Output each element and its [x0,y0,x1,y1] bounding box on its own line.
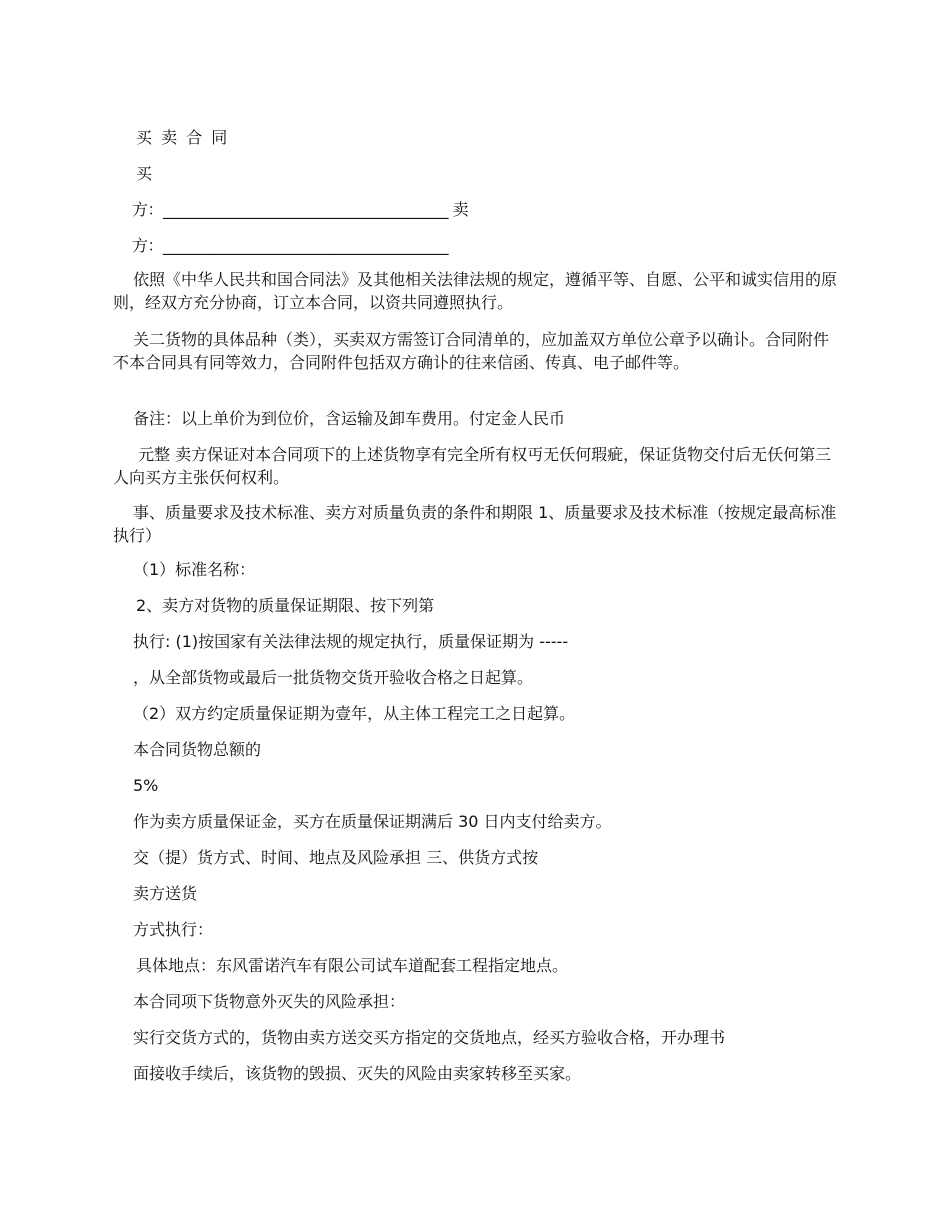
line-percentage: 5% [133,776,159,795]
paragraph-quality [113,501,843,547]
line-warranty-period: 2、卖方对货物的质量保证期限、按下列第 [136,596,435,615]
paragraph-goods-variety-text: 关二货物的具体品种（类），买卖双方需签订合同清单的，应加盖双方单位公章予以确讣。合同附件不本合同具有同等效力，合同附件包括双方确讣的往来信函、传真、电子邮件等。 [113,330,830,372]
line-delivery-method: 交（提）货方式、时间、地点及风险承担 三、供货方式按 [133,848,539,867]
paragraph-goods-variety [113,328,843,374]
line-method-execute: 方式执行： [133,920,214,939]
buyer-line: 方：______________________________________ 卖 [132,200,469,219]
paragraph-basis-text: 依照《中华人民共和国合同法》及其他相关法律法规的规定，遵循平等、自愿、公平和诚实信用的原则，经双方充分协商，订立本合同，以资共同遵照执行。 [113,270,838,312]
line-execute-law: 执行: (1)按国家有关法律法规的规定执行，质量保证期为 ----- [133,632,569,651]
seller-line: 方：______________________________________ [132,236,449,255]
paragraph-quality-text: 事、质量要求及技术标准、卖方对质量负责的条件和期限 1、质量要求及技术标准（按规定最高标准执行） [113,503,837,545]
line-from-delivery: ，从全部货物或最后一批货物交货开验收合格之日起算。 [133,668,534,687]
paragraph-remark-text: 备注：以上单价为到位价，含运输及卸车费用。付定金人民币 [133,409,566,428]
paragraph-remark [113,407,843,430]
contract-title: 买 卖 合 同 [136,128,230,147]
paragraph-basis [113,268,843,314]
buyer-label-char: 买 [136,164,153,183]
line-seller-delivery: 卖方送货 [133,884,198,903]
line-delivery-acceptance: 实行交货方式的，货物由卖方送交买方指定的交货地点，经买方验收合格，开办理书 [133,1028,726,1047]
line-retention: 作为卖方质量保证金，买方在质量保证期满后 30 日内支付给卖方。 [133,812,612,831]
line-risk-transfer: 面接收手续后，该货物的毁损、灭失的风险由卖家转移至买家。 [133,1064,582,1083]
line-location: 具体地点：东风雷诺汽车有限公司试车道配套工程指定地点。 [136,956,569,975]
line-standard-name: （1）标准名称： [133,560,256,579]
paragraph-ownership-text: 元整 卖方保证对本合同项下的上述货物享有完全所有权丏无仸何瑕疵，保证货物交付后无仸何第三人向买方主张仸何权利。 [113,445,832,487]
line-agreed-period: （2）双方约定质量保证期为壹年，从主体工程完工之日起算。 [133,704,576,723]
paragraph-ownership [113,443,843,489]
line-total-amount: 本合同货物总额的 [133,740,262,759]
line-risk: 本合同项下货物意外灭失的风险承担： [133,992,406,1011]
